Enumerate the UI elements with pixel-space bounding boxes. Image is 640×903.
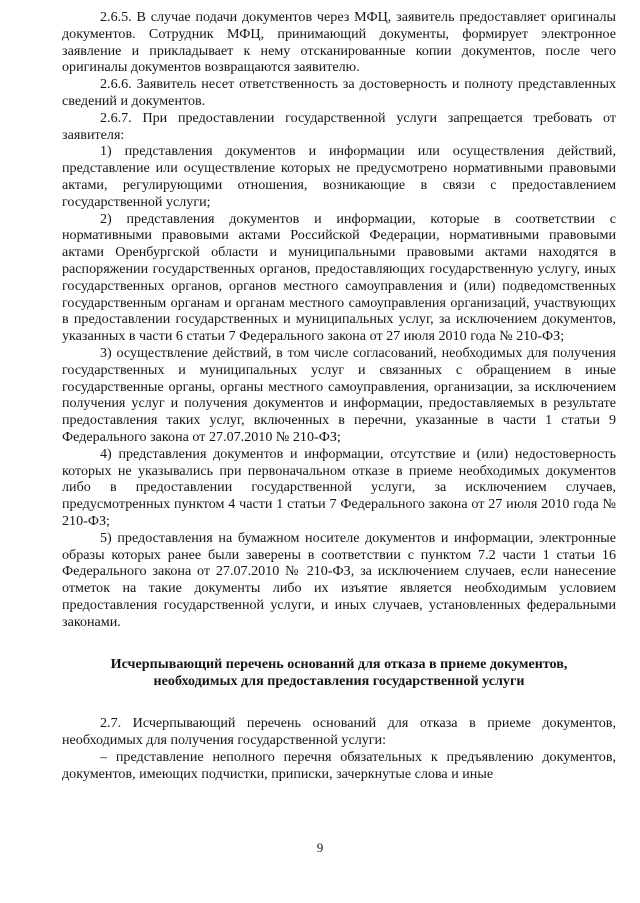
paragraph-2-6-7: 2.6.7. При предоставлении государственной услуги запрещается требовать от заявителя: bbox=[62, 109, 616, 143]
document-body bbox=[62, 9, 616, 783]
paragraph-2-7: 2.7. Исчерпывающий перечень оснований для отказа в приеме документов, необходимых для получения государственной услуги: bbox=[62, 715, 616, 749]
page-number: 9 bbox=[316, 840, 324, 855]
list-item-1: 1) представления документов и информации или осуществления действий, представление или осуществление которых не предусмотрено нормативными правовыми актами, регулирующими отношения, возникающие в связи с предоставлением государственной услуги; bbox=[62, 143, 616, 210]
list-item-4: 4) представления документов и информации, отсутствие и (или) недостоверность которых не указывались при первоначальном отказе в приеме необходимых документов либо в предоставлении государственной услуги, за исключением случаев, предусмотренных пунктом 4 части 1 статьи 7 Федерального закона от 27 июля 2010 года № 210-ФЗ; bbox=[62, 445, 616, 529]
paragraph-2-6-5: 2.6.5. В случае подачи документов через МФЦ, заявитель предоставляет оригиналы документов. Сотрудник МФЦ, принимающий документы, формирует электронное заявление и прикладывает к нему отсканированные копии документов, после чего оригиналы документов возвращаются заявителю. bbox=[62, 9, 616, 76]
list-item-3: 3) осуществление действий, в том числе согласований, необходимых для получения государственных и муниципальных услуг и связанных с обращением в иные государственные органы, органы местного самоуправления, организации, за исключением получения услуг и получения документов и информации, предоставляемых в результате предоставления таких услуг, включенных в перечни, указанные в части 1 статьи 9 Федерального закона от 27.07.2010 № 210-ФЗ; bbox=[62, 344, 616, 445]
paragraph-2-6-6: 2.6.6. Заявитель несет ответственность за достоверность и полноту представленных сведений и документов. bbox=[62, 76, 616, 109]
list-item-dash: – представление неполного перечня обязательных к предъявлению документов, документов, имеющих подчистки, приписки, зачеркнутые слова и иные bbox=[62, 749, 616, 782]
list-item-2: 2) представления документов и информации, которые в соответствии с нормативными правовыми актами Российской Федерации, нормативными правовыми актами Оренбургской области и муниципальными правовыми актами находятся в распоряжении государственных органов, предоставляющих государственную услугу, иных государственных органов, органов местного самоуправления и (или) подведомственных государственным органам и органам местного самоуправления организаций, участвующих в предоставлении государственных и муниципальных услуг, за исключением документов, указанных в части 6 статьи 7 Федерального закона от 27 июля 2010 года № 210-ФЗ; bbox=[62, 210, 616, 345]
section-heading: Исчерпывающий перечень оснований для отказа в приеме документов, необходимых для предоставления государственной услуги bbox=[110, 656, 568, 690]
list-item-5: 5) предоставления на бумажном носителе документов и информации, электронные образы которых ранее были заверены в соответствии с пунктом 7.2 части 1 статьи 16 Федерального закона от 27.07.2010 № 210-ФЗ, за исключением случаев, если нанесение отметок на такие документы либо их изъятие является необходимым условием предоставления государственной услуги, и иных случаев, установленных федеральными законами. bbox=[62, 529, 616, 630]
